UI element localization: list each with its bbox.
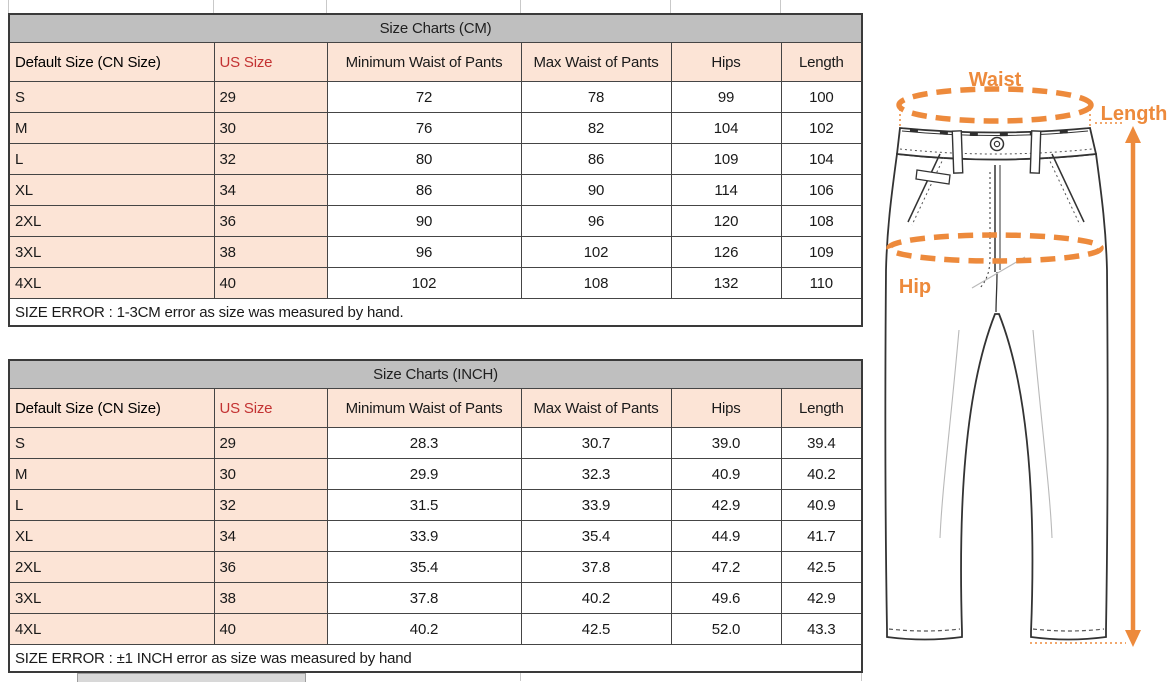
waist-measure-ellipse (899, 89, 1091, 121)
size-cell: XL (9, 521, 214, 552)
size-row (9, 614, 862, 645)
size-cell: 39.4 (781, 428, 862, 459)
size-cell: 99 (671, 82, 781, 113)
size-row (9, 206, 862, 237)
size-cell: 40.2 (521, 583, 671, 614)
column-header: Hips (671, 43, 781, 82)
gridline-tick (520, 0, 521, 13)
size-cell: 102 (781, 113, 862, 144)
size-cell: 37.8 (327, 583, 521, 614)
size-cell: 33.9 (521, 490, 671, 521)
size-row (9, 175, 862, 206)
size-cell: 30 (214, 113, 327, 144)
size-cell: M (9, 459, 214, 490)
size-row (9, 490, 862, 521)
column-header: Max Waist of Pants (521, 389, 671, 428)
size-cell: 100 (781, 82, 862, 113)
waist-label: Waist (968, 69, 1022, 91)
size-cell: 35.4 (327, 552, 521, 583)
size-row (9, 268, 862, 299)
gridline-tick (326, 0, 327, 13)
column-header: Length (781, 389, 862, 428)
size-cell: 102 (327, 268, 521, 299)
hip-label: Hip (898, 276, 932, 298)
size-cell: 2XL (9, 552, 214, 583)
size-cell: 37.8 (521, 552, 671, 583)
header-row (9, 389, 862, 428)
size-cell: 41.7 (781, 521, 862, 552)
column-header: Default Size (CN Size) (9, 43, 214, 82)
size-cell: 43.3 (781, 614, 862, 645)
size-cell: 96 (521, 206, 671, 237)
size-cell: 106 (781, 175, 862, 206)
size-cell: 38 (214, 237, 327, 268)
size-cell: 29 (214, 428, 327, 459)
size-cell: 90 (327, 206, 521, 237)
size-chart-inch-section (8, 359, 863, 673)
size-cell: 40 (214, 614, 327, 645)
size-cell: 32.3 (521, 459, 671, 490)
gridline-tick (670, 0, 671, 13)
size-cell: 96 (327, 237, 521, 268)
pants-measurement-diagram (862, 30, 1171, 681)
size-cell: 28.3 (327, 428, 521, 459)
size-cell: 109 (671, 144, 781, 175)
size-cell: 86 (327, 175, 521, 206)
size-cell: 2XL (9, 206, 214, 237)
size-cell: 31.5 (327, 490, 521, 521)
size-cell: L (9, 144, 214, 175)
size-cell: 29 (214, 82, 327, 113)
size-cell: XL (9, 175, 214, 206)
header-row (9, 43, 862, 82)
table-body (9, 82, 862, 299)
column-header: Minimum Waist of Pants (327, 43, 521, 82)
size-cell: 108 (521, 268, 671, 299)
size-cell: 49.6 (671, 583, 781, 614)
size-cell: 72 (327, 82, 521, 113)
size-row (9, 521, 862, 552)
pants-outline (885, 128, 1107, 640)
size-cell: 4XL (9, 268, 214, 299)
size-cell: 32 (214, 144, 327, 175)
size-cell: 104 (781, 144, 862, 175)
size-cell: 108 (781, 206, 862, 237)
size-cell: 44.9 (671, 521, 781, 552)
size-cell: 36 (214, 552, 327, 583)
size-cell: 76 (327, 113, 521, 144)
column-header: Default Size (CN Size) (9, 389, 214, 428)
size-row (9, 144, 862, 175)
column-header: US Size (214, 43, 327, 82)
length-label: Length (1100, 103, 1168, 125)
size-cell: 40.9 (781, 490, 862, 521)
size-cell: 34 (214, 521, 327, 552)
size-cell: 38 (214, 583, 327, 614)
size-cell: 104 (671, 113, 781, 144)
table-body (9, 428, 862, 645)
length-arrow (1125, 126, 1141, 647)
size-cell: 30.7 (521, 428, 671, 459)
column-header: Length (781, 43, 862, 82)
size-cell: 33.9 (327, 521, 521, 552)
size-cell: 114 (671, 175, 781, 206)
size-cell: 36 (214, 206, 327, 237)
size-cell: 110 (781, 268, 862, 299)
size-cell: 126 (671, 237, 781, 268)
size-row (9, 552, 862, 583)
size-cell: S (9, 428, 214, 459)
size-cell: 40.2 (781, 459, 862, 490)
gridline-tick (520, 673, 521, 681)
size-cell: 40 (214, 268, 327, 299)
size-chart-cm-table (8, 13, 863, 327)
size-cell: 86 (521, 144, 671, 175)
gridline-tick (8, 0, 9, 13)
size-cell: 78 (521, 82, 671, 113)
size-cell: S (9, 82, 214, 113)
size-row (9, 428, 862, 459)
size-chart-inch-table (8, 359, 863, 673)
size-row (9, 583, 862, 614)
column-header: Hips (671, 389, 781, 428)
size-cell: 34 (214, 175, 327, 206)
gridline-tick (780, 0, 781, 13)
size-error-note: SIZE ERROR : ±1 INCH error as size was measured by hand (9, 645, 862, 673)
size-cell: 109 (781, 237, 862, 268)
size-cell: 3XL (9, 583, 214, 614)
size-row (9, 82, 862, 113)
title-row (9, 360, 862, 389)
size-cell: 4XL (9, 614, 214, 645)
size-row (9, 459, 862, 490)
size-cell: 42.5 (521, 614, 671, 645)
size-cell: 102 (521, 237, 671, 268)
size-cell: 30 (214, 459, 327, 490)
column-header: Minimum Waist of Pants (327, 389, 521, 428)
size-cell: 29.9 (327, 459, 521, 490)
size-cell: 40.2 (327, 614, 521, 645)
size-cell: 120 (671, 206, 781, 237)
note-row (9, 645, 862, 673)
button-icon (991, 138, 1004, 151)
column-header: US Size (214, 389, 327, 428)
gridline-tick (213, 0, 214, 13)
title-row (9, 14, 862, 43)
size-cell: 3XL (9, 237, 214, 268)
table-title: Size Charts (INCH) (9, 360, 862, 389)
size-cell: 42.9 (781, 583, 862, 614)
size-cell: 80 (327, 144, 521, 175)
size-cell: 90 (521, 175, 671, 206)
size-cell: 52.0 (671, 614, 781, 645)
size-row (9, 113, 862, 144)
size-cell: 132 (671, 268, 781, 299)
table-title: Size Charts (CM) (9, 14, 862, 43)
size-cell: 42.5 (781, 552, 862, 583)
size-cell: M (9, 113, 214, 144)
size-cell: 42.9 (671, 490, 781, 521)
size-chart-cm-section (8, 13, 863, 327)
size-cell: 35.4 (521, 521, 671, 552)
size-cell: 47.2 (671, 552, 781, 583)
size-cell: L (9, 490, 214, 521)
size-cell: 32 (214, 490, 327, 521)
note-row (9, 299, 862, 327)
size-cell: 40.9 (671, 459, 781, 490)
size-row (9, 237, 862, 268)
size-cell: 82 (521, 113, 671, 144)
size-error-note: SIZE ERROR : 1-3CM error as size was measured by hand. (9, 299, 862, 327)
column-header: Max Waist of Pants (521, 43, 671, 82)
size-cell: 39.0 (671, 428, 781, 459)
